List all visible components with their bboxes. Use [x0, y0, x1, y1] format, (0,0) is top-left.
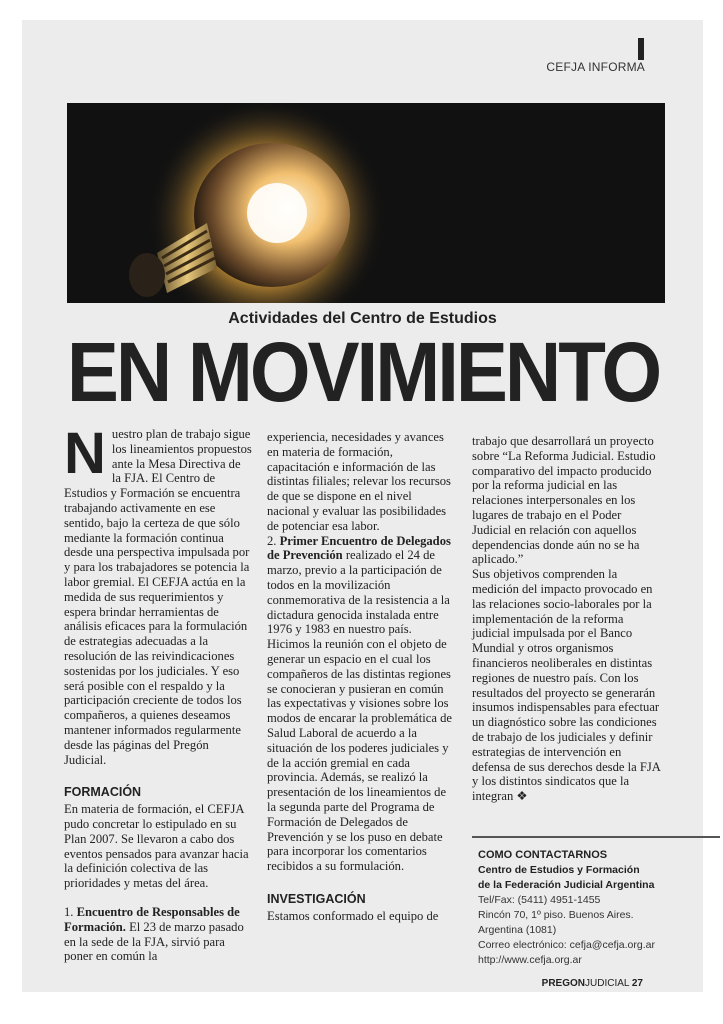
section-title: CEFJA INFORMA [546, 60, 645, 74]
list-item-title: Primer Encuentro de Delegados de Prevención [267, 533, 451, 563]
light-bulb-icon [67, 103, 665, 303]
page-number: 27 [631, 978, 643, 989]
page-footer [542, 978, 643, 989]
list-item-number: 1. [64, 904, 74, 919]
article-column-1 [64, 421, 252, 964]
headline-kicker: Actividades del Centro de Estudios [228, 310, 497, 327]
article-column-2 [267, 430, 457, 924]
list-item-title: Encuentro de Responsables de Formación. [64, 904, 240, 934]
contact-email: Correo electrónico: cefja@cefja.org.ar [478, 939, 655, 951]
drop-cap: N [64, 421, 106, 486]
contact-address: Rincón 70, 1º piso. Buenos Aires. [478, 909, 634, 921]
list-item-number: 2. [267, 533, 277, 548]
article-column-3 [472, 434, 662, 804]
list-item-2 [267, 534, 457, 874]
magazine-page [22, 20, 703, 992]
intro-paragraph: uestro plan de trabajo sigue los lineamientos propuestos ante la Mesa Directiva de la FJA. El Centro de Estudios y Formación se encuentra trabajando activamente en ese sentido, bajo la certeza de que sólo mediante la formación continua desde una perspectiva impulsada por y para los trabajadores se potencia la labor gremial. El CEFJA actúa en la medida de sus requerimientos y espera brindar herramientas de análisis eficaces para la formulación de estrategias adecuadas a la resolución de las reivindicaciones sostenidas por los judiciales. Y eso será posible con el respaldo y la participación creciente de todos los compañeros, a quienes deseamos mantener informados regularmente desde las páginas del Pregón Judicial. [64, 427, 252, 767]
section-marker [638, 38, 644, 60]
objectives-paragraph [472, 567, 662, 804]
list-item-text: realizado el 24 de marzo, previo a la participación de todos en la movilización conmemorativa de la resistencia a la dictadura genocida instalada entre 1976 y 1983 en nuestro país. Hicimos la reunión con el objeto de generar un espacio en el cual los compañeros de las distintas regiones se conocieran y pusieran en común las expectativas y visiones sobre los modos de encarar la problemática de Salud Laboral de acuerdo a la situación de los poderes judiciales y de la acción gremial en cada provincia. Además, se realizó la presentación de los lineamientos de la segunda parte del Programa de Formación de Delegados de Prevención y se los puso en debate para incorporar los comentarios recibidos a su formulación. [267, 548, 452, 874]
contact-phone: Tel/Fax: (5411) 4951-1455 [478, 894, 601, 906]
continuation-paragraph: experiencia, necesidades y avances en materia de formación, capacitación e información de las distintas filiales; relevar los recursos de que se dispone en el nivel nacional y evaluar las posibilidades de potenciar esa labor. [267, 430, 451, 533]
hero-image [67, 103, 665, 303]
contact-heading: COMO CONTACTARNOS [478, 849, 608, 861]
section-heading-investigacion: INVESTIGACIÓN [267, 891, 366, 906]
investigacion-paragraph: Estamos conformado el equipo de [267, 908, 439, 923]
headline-title: EN MOVIMIENTO [66, 324, 660, 420]
contact-divider [472, 836, 720, 838]
contact-box [478, 848, 718, 968]
contact-country: Argentina (1081) [478, 924, 557, 936]
section-heading-formacion: FORMACIÓN [64, 785, 142, 800]
end-mark-icon: ❖ [516, 789, 528, 804]
contact-org-line-2: de la Federación Judicial Argentina [478, 879, 655, 891]
list-item-1 [64, 905, 252, 964]
publication-name-b: JUDICIAL [585, 978, 630, 989]
list-item-text: El 23 de marzo pasado en la sede de la FJA, sirvió para poner en común la [64, 919, 244, 964]
contact-website: http://www.cefja.org.ar [478, 954, 582, 966]
publication-name-a: PREGON [541, 978, 585, 989]
objectives-text: Sus objetivos comprenden la medición del impacto provocado en las relaciones socio-laborales por la implementación de la reforma judicial impulsada por el Banco Mundial y otros organismos financieros neoliberales en distintas regiones de nuestro país. Con los resultados del proyecto se generarán insumos indispensables para efectuar un diagnóstico sobre las condiciones de trabajo de los judiciales y definir estrategias de intervención en defensa de sus derechos desde la FJA y los distintos sindicatos que la integran [472, 567, 661, 804]
contact-org-line-1: Centro de Estudios y Formación [478, 864, 640, 876]
formacion-paragraph: En materia de formación, el CEFJA pudo concretar lo estipulado en su Plan 2007. Se llevaron a cabo dos eventos pensados para avanzar hacia la definición colectiva de las prioridades y metas del área. [64, 802, 249, 891]
project-paragraph: trabajo que desarrollará un proyecto sobre “La Reforma Judicial. Estudio comparativo del impacto producido por la reforma judicial en las relaciones interpersonales en los lugares de trabajo en el Poder Judicial en relación con aquellos dependencias donde aún no se ha aplicado.” [472, 434, 656, 567]
